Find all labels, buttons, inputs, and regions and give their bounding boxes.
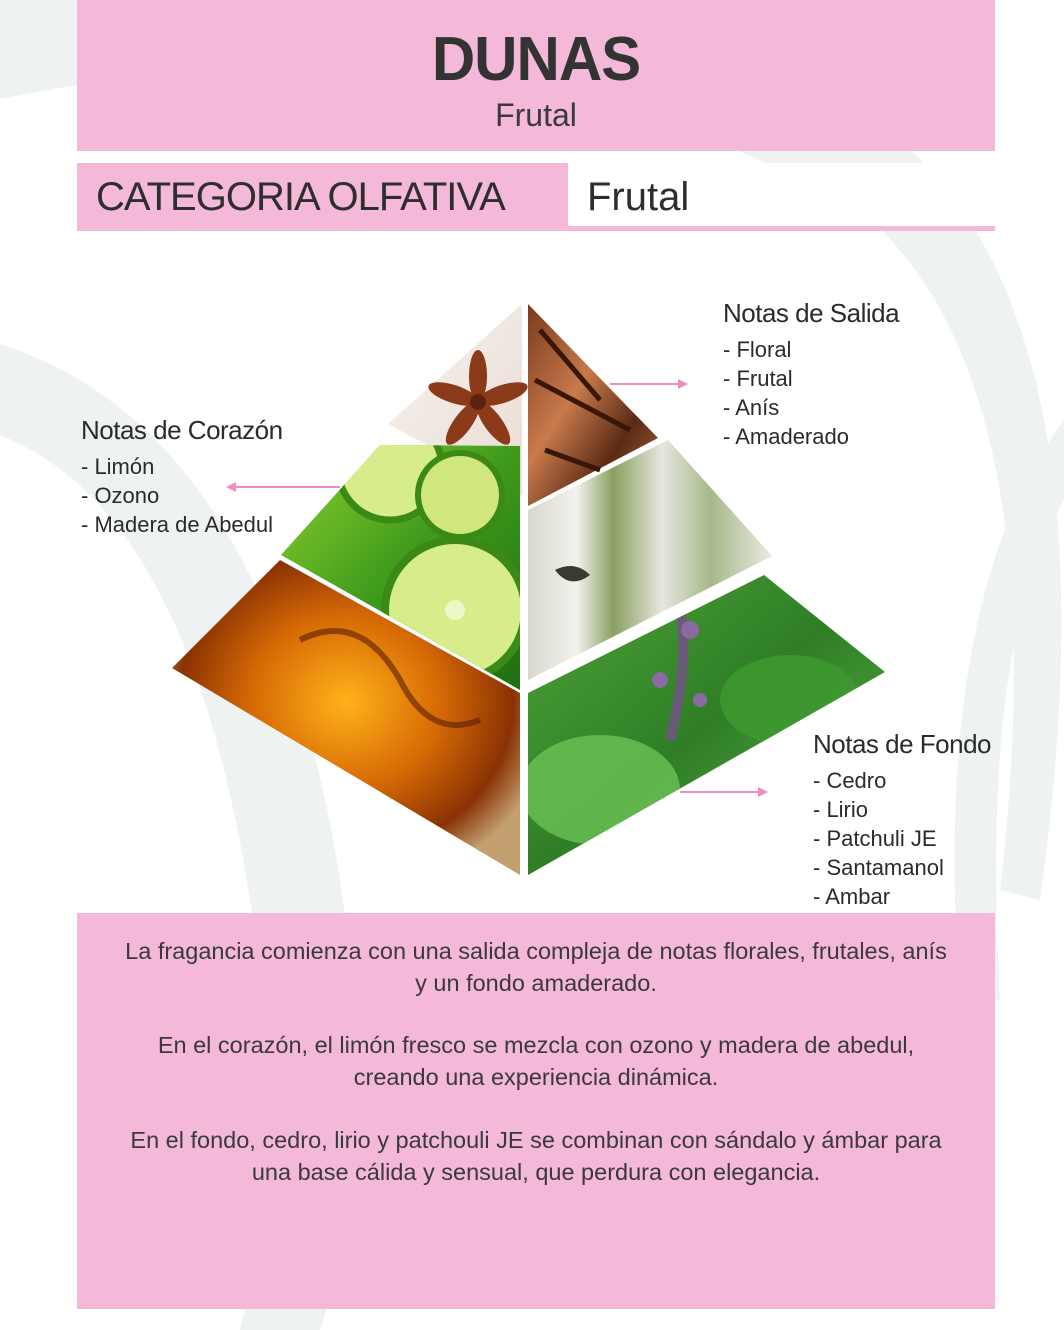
notes-corazon [81, 415, 283, 539]
notes-fondo [813, 729, 991, 911]
notes-fondo-title: Notas de Fondo [813, 729, 992, 759]
notes-fondo-item: - Ambar [813, 884, 891, 909]
product-subtitle: Frutal [495, 97, 577, 133]
category-value: Frutal [587, 175, 690, 219]
notes-fondo-item: - Patchuli JE [813, 826, 937, 851]
notes-salida-item: - Anís [723, 395, 780, 420]
notes-corazon-item: - Ozono [81, 483, 160, 508]
description-paragraph-3: En el fondo, cedro, lirio y patchouli JE se combinan con sándalo y ámbar para una base cálida y sensual, que perdura con elegancia. [130, 1127, 942, 1185]
notes-corazon-item: - Madera de Abedul [81, 512, 274, 537]
notes-fondo-item: - Cedro [813, 768, 887, 793]
notes-corazon-item: - Limón [81, 454, 155, 479]
arrow-fondo [680, 787, 768, 797]
notes-salida-item: - Amaderado [723, 424, 849, 449]
category-label: CATEGORIA OLFATIVA [96, 175, 505, 219]
description-paragraph-2: En el corazón, el limón fresco se mezcla con ozono y madera de abedul, creando una experiencia dinámica. [157, 1032, 915, 1090]
notes-corazon-title: Notas de Corazón [81, 415, 283, 445]
notes-salida-item: - Floral [723, 337, 792, 362]
description-paragraph-1: La fragancia comienza con una salida compleja de notas florales, frutales, anís y un fondo amaderado. [125, 938, 947, 996]
notes-fondo-item: - Santamanol [813, 855, 944, 880]
product-title: DUNAS [431, 23, 641, 94]
arrow-salida [610, 379, 688, 389]
notes-salida-item: - Frutal [723, 366, 793, 391]
notes-salida [723, 298, 899, 451]
notes-fondo-item: - Lirio [813, 797, 869, 822]
notes-salida-title: Notas de Salida [723, 298, 900, 328]
